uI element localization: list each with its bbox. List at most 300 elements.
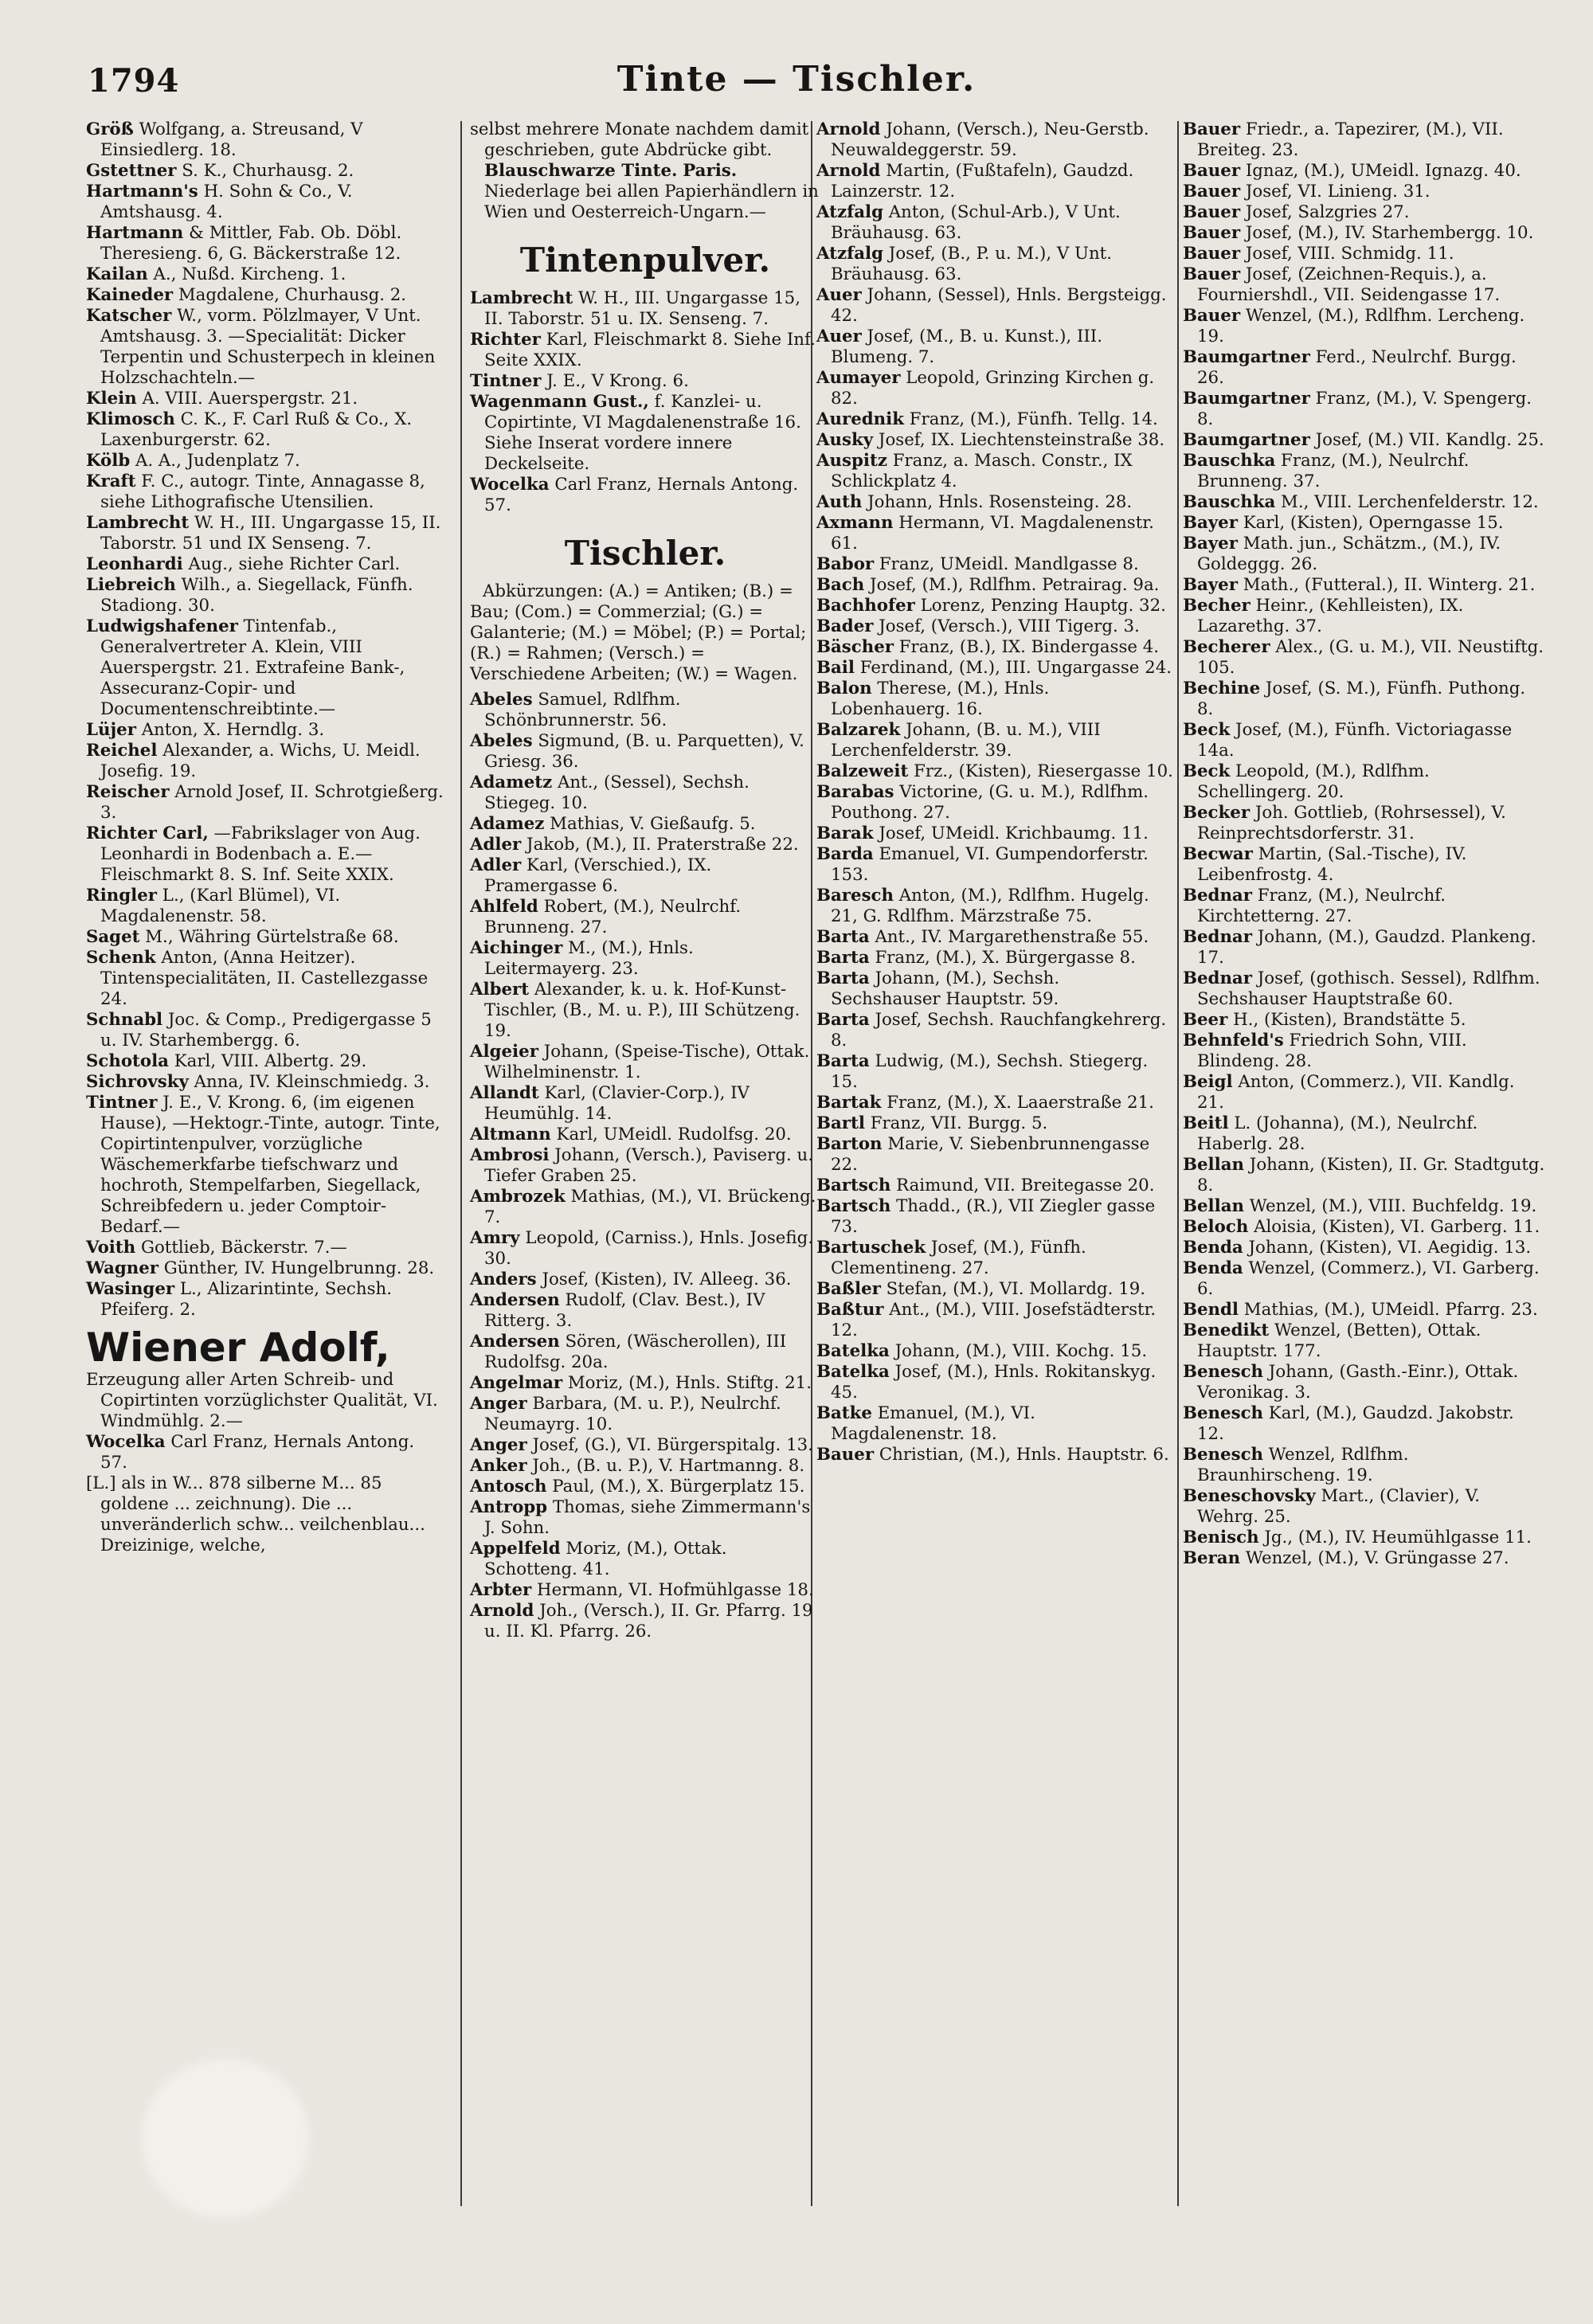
entry-details: f. Kanzlei- u. Copirtinte, VI Magdalenenstraße 16. Siehe Inserat vordere innere Deckelseite. xyxy=(484,392,801,474)
entry-name: Behnfeld's xyxy=(1183,1031,1284,1050)
entry-details: Lorenz, Penzing Hauptg. 32. xyxy=(914,596,1166,616)
entry-name: Schenk xyxy=(86,948,156,968)
entry-details: —Fabrikslager von Aug. Leonhardi in Bodenbach a. E.—Fleischmarkt 8. S. Inf. Seite XXIX. xyxy=(100,824,421,885)
entry-details: Josef, (M., B. u. Kunst.), III. Blumeng. 7. xyxy=(831,327,1102,367)
entry-details: Anton, X. Herndlg. 3. xyxy=(135,720,325,740)
entry-details: Josef, (Kisten), IV. Alleeg. 36. xyxy=(536,1270,792,1289)
column-rule xyxy=(460,121,462,2206)
entry-details: Math., (Futteral.), II. Winterg. 21. xyxy=(1237,575,1536,595)
entry-details: Marie, V. Siebenbrunnengasse 22. xyxy=(831,1134,1150,1175)
entry-name: Bauer xyxy=(1183,264,1241,284)
entry-details: Franz, (M.), Neulrchf. Brunneng. 37. xyxy=(1197,451,1470,491)
entry-name: Reischer xyxy=(86,782,170,802)
directory-entry xyxy=(470,1539,820,1580)
entry-name: Adler xyxy=(470,835,522,855)
entry-details: Gottlieb, Bäckerstr. 7.— xyxy=(135,1238,347,1258)
entry-details: Josef, (Zeichnen-Requis.), a. Fourniershdl., VII. Seidengasse 17. xyxy=(1197,264,1501,305)
entry-details: Rudolf, (Clav. Best.), IV Ritterg. 3. xyxy=(484,1290,765,1331)
directory-entry xyxy=(816,244,1173,285)
entry-name: Baßtur xyxy=(816,1300,884,1320)
entry-name: Tintner xyxy=(470,371,542,391)
entry-name: Beloch xyxy=(1183,1217,1249,1237)
entry-details: Mathias, V. Gießaufg. 5. xyxy=(544,814,756,834)
entry-details: Carl Franz, Hernals Antong. 57. xyxy=(484,475,799,515)
entry-name: Bartsch xyxy=(816,1176,891,1195)
directory-entry xyxy=(1183,1320,1545,1362)
entry-details: Joh., (B. u. P.), V. Hartmanng. 8. xyxy=(526,1456,805,1476)
entry-details: Wenzel, (M.), V. Grüngasse 27. xyxy=(1240,1548,1509,1568)
directory-entry xyxy=(1183,1113,1545,1155)
entry-name: Auth xyxy=(816,492,863,512)
entry-details: J. E., V Krong. 6. xyxy=(541,371,689,391)
entry-name: Bader xyxy=(816,616,874,636)
directory-entry xyxy=(1183,1155,1545,1196)
entry-details: Johann, (Speise-Tische), Ottak. Wilhelminenstr. 1. xyxy=(484,1042,810,1082)
directory-entry xyxy=(1183,119,1545,161)
directory-entry xyxy=(1183,1072,1545,1113)
directory-entry xyxy=(470,773,820,814)
entry-name: Kölb xyxy=(86,451,131,471)
entry-name: Anger xyxy=(470,1435,527,1455)
directory-entry xyxy=(816,1238,1173,1279)
entry-name: Anders xyxy=(470,1270,537,1289)
entry-name: Hartmann xyxy=(86,223,184,243)
entry-name: Benesch xyxy=(1183,1403,1264,1423)
page-number: 1794 xyxy=(88,62,180,100)
directory-entry xyxy=(470,1456,820,1477)
entry-name: Axmann xyxy=(816,513,894,533)
entry-name: Bellan xyxy=(1183,1155,1245,1175)
abbreviations-note: Abkürzungen: (A.) = Antiken; (B.) = Bau; (Com.) = Commerzial; (G.) = Galanterie; (M.) = Möbel; (P.) = Portal; (R.) = Rahmen; (Versch.) = Verschiedene Arbeiten; (W.) = Wagen. xyxy=(470,581,807,684)
entry-name: Appelfeld xyxy=(470,1539,561,1559)
directory-entry xyxy=(1183,244,1545,264)
directory-entry xyxy=(816,761,1173,782)
directory-entry xyxy=(86,1051,444,1072)
directory-entry xyxy=(470,475,820,516)
entry-details: Johann, (M.), VIII. Kochg. 15. xyxy=(889,1341,1148,1361)
directory-entry xyxy=(86,513,444,554)
directory-entry xyxy=(816,948,1173,968)
entry-name: Beigl xyxy=(1183,1072,1233,1092)
entry-name: Aumayer xyxy=(816,368,901,388)
entry-name: Abeles xyxy=(470,731,533,751)
directory-entry xyxy=(86,409,444,451)
directory-entry xyxy=(1183,1403,1545,1445)
entry-details: Ludwig, (M.), Sechsh. Stiegerg. 15. xyxy=(831,1051,1149,1092)
entry-name: Aichinger xyxy=(470,938,563,958)
entry-details: Josef, (gothisch. Sessel), Rdlfhm. Sechshauser Hauptstraße 60. xyxy=(1197,968,1540,1009)
entry-name: Auer xyxy=(816,327,862,346)
entry-name: Barta xyxy=(816,927,870,947)
directory-entry xyxy=(470,1580,820,1601)
column-rule xyxy=(1177,121,1179,2206)
entry-name: Benedikt xyxy=(1183,1320,1270,1340)
entry-details: Johann, (Kisten), II. Gr. Stadtgutg. 8. xyxy=(1197,1155,1545,1195)
entry-details: Victorine, (G. u. M.), Rdlfhm. Pouthong. 27. xyxy=(831,782,1149,823)
entry-details: Josef, (M.), Fünfh. Clementineng. 27. xyxy=(831,1238,1086,1278)
directory-entry xyxy=(1183,637,1545,679)
entry-name: Beitl xyxy=(1183,1113,1229,1133)
entry-name: Bartl xyxy=(816,1113,865,1133)
entry-name: Bednar xyxy=(1183,886,1252,906)
entry-name: Katscher xyxy=(86,306,172,326)
directory-entry xyxy=(470,392,820,475)
directory-entry xyxy=(470,1187,820,1228)
directory-entry xyxy=(1183,968,1545,1010)
entry-name: Bednar xyxy=(1183,927,1252,947)
directory-entry xyxy=(816,968,1173,1010)
directory-entry xyxy=(1183,596,1545,637)
entry-details: & Mittler, Fab. Ob. Döbl. Theresieng. 6, G. Bäckerstraße 12. xyxy=(100,223,402,264)
directory-entry xyxy=(86,389,444,409)
entry-details: Josef, (S. M.), Fünfh. Puthong. 8. xyxy=(1197,679,1526,719)
directory-entry xyxy=(816,637,1173,658)
entry-details: Thadd., (R.), VII Ziegler gasse 73. xyxy=(831,1196,1156,1237)
entry-name: Algeier xyxy=(470,1042,538,1062)
entry-name: Beran xyxy=(1183,1548,1241,1568)
entry-name: Auer xyxy=(816,285,862,305)
entry-details: Josef, Salzgries 27. xyxy=(1240,202,1410,222)
directory-entry xyxy=(816,1196,1173,1238)
entry-details: L., (Karl Blümel), VI. Magdalenenstr. 58. xyxy=(100,886,341,926)
entry-details: M., (M.), Hnls. Leitermayerg. 23. xyxy=(484,938,694,979)
entry-name: Reichel xyxy=(86,741,158,761)
directory-entry xyxy=(816,679,1173,720)
entry-name: Batke xyxy=(816,1403,872,1423)
entry-details: Ant., IV. Margarethenstraße 55. xyxy=(869,927,1149,947)
directory-entry xyxy=(816,1341,1173,1362)
directory-entry xyxy=(86,948,444,1010)
entry-details: Moriz, (M.), Ottak. Schotteng. 41. xyxy=(484,1539,727,1579)
entry-details: Joh., (Versch.), II. Gr. Pfarrg. 19 u. II. Kl. Pfarrg. 26. xyxy=(484,1601,813,1641)
entry-details: Heinr., (Kehlleisten), IX. Lazarethg. 37. xyxy=(1197,596,1464,636)
directory-entry xyxy=(86,119,444,161)
directory-entry xyxy=(86,1258,444,1279)
directory-entry xyxy=(1183,513,1545,534)
directory-entry xyxy=(816,1176,1173,1196)
entry-name: Antosch xyxy=(470,1477,547,1497)
entry-details: Josef, UMeidl. Krichbaumg. 11. xyxy=(873,824,1149,843)
directory-entry xyxy=(816,1051,1173,1093)
directory-entry xyxy=(1183,1548,1545,1569)
directory-entry xyxy=(470,980,820,1042)
entry-details: Moriz, (M.), Hnls. Stiftg. 21. xyxy=(562,1373,812,1393)
entry-details: Magdalene, Churhausg. 2. xyxy=(173,285,407,305)
directory-entry xyxy=(1183,844,1545,886)
directory-entry xyxy=(470,855,820,897)
entry-name: Baßler xyxy=(816,1279,881,1299)
entry-details: Paul, (M.), X. Bürgerplatz 15. xyxy=(546,1477,805,1497)
entry-name: Bauer xyxy=(1183,202,1241,222)
entry-name: Barta xyxy=(816,968,870,988)
directory-entry xyxy=(86,741,444,782)
entry-details: Franz, a. Masch. Constr., IX Schlickplatz 4. xyxy=(831,451,1133,491)
entry-name: Becherer xyxy=(1183,637,1270,657)
directory-entry xyxy=(470,1477,820,1497)
entry-name: Bayer xyxy=(1183,534,1238,554)
entry-name: Kaineder xyxy=(86,285,174,305)
entry-name: Abeles xyxy=(470,690,533,710)
entry-details: Josef, Sechsh. Rauchfangkehrerg. 8. xyxy=(831,1010,1167,1050)
entry-details: Mathias, (M.), VI. Brückeng. 7. xyxy=(484,1187,816,1227)
directory-entry xyxy=(86,1432,444,1473)
directory-entry xyxy=(1183,306,1545,347)
entry-details: Emanuel, VI. Gumpendorferstr. 153. xyxy=(831,844,1149,885)
directory-entry xyxy=(1183,202,1545,223)
directory-entry xyxy=(86,182,444,223)
paper-stain xyxy=(142,2059,309,2218)
directory-entry xyxy=(86,451,444,471)
entry-name: Balon xyxy=(816,679,872,698)
entry-name: Beer xyxy=(1183,1010,1228,1030)
directory-entry xyxy=(816,1113,1173,1134)
column-2 xyxy=(470,119,820,1642)
entry-details: Karl, (Verschied.), IX. Pramergasse 6. xyxy=(484,855,712,896)
entry-details: Leopold, Grinzing Kirchen g. 82. xyxy=(831,368,1155,409)
entry-name: Andersen xyxy=(470,1332,560,1352)
entry-details: C. K., F. Carl Ruß & Co., X. Laxenburgerstr. 62. xyxy=(100,409,413,450)
entry-details: Stefan, (M.), VI. Mollardg. 19. xyxy=(880,1279,1146,1299)
directory-entry xyxy=(816,886,1173,927)
entry-name: Benesch xyxy=(1183,1445,1264,1465)
directory-entry xyxy=(470,1394,820,1435)
directory-entry xyxy=(1183,1258,1545,1300)
directory-entry xyxy=(1183,430,1545,451)
entry-details: Leopold, (Carniss.), Hnls. Josefig. 30. xyxy=(484,1228,813,1269)
entry-details: Martin, (Fußtafeln), Gaudzd. Lainzerstr. 12. xyxy=(831,161,1134,201)
entry-name: Bayer xyxy=(1183,513,1238,533)
entry-details: Alex., (G. u. M.), VII. Neustiftg. 105. xyxy=(1197,637,1544,678)
directory-entry xyxy=(86,1010,444,1051)
entry-details: Josef, (M.) VII. Kandlg. 25. xyxy=(1309,430,1544,450)
entry-details: Josef, (Versch.), VIII Tigerg. 3. xyxy=(873,616,1140,636)
entry-details: Ferdinand, (M.), III. Ungargasse 24. xyxy=(854,658,1172,678)
entry-details: Aloisia, (Kisten), VI. Garberg. 11. xyxy=(1248,1217,1540,1237)
directory-entry xyxy=(1183,1528,1545,1548)
entry-name: Voith xyxy=(86,1238,136,1258)
entry-details: Friedr., a. Tapezirer, (M.), VII. Breiteg. 23. xyxy=(1197,119,1504,160)
entry-name: Ludwigshafener xyxy=(86,616,238,636)
entry-name: Angelmar xyxy=(470,1373,563,1393)
directory-entry xyxy=(470,731,820,773)
entry-details: Josef, (B., P. u. M.), V Unt. Bräuhausg. 63. xyxy=(831,244,1112,284)
entry-name: Barta xyxy=(816,1051,870,1071)
entry-details: Carl Franz, Hernals Antong. 57. xyxy=(100,1432,415,1473)
entry-name: Beck xyxy=(1183,720,1231,740)
entry-details: Karl, (M.), Gaudzd. Jakobstr. 12. xyxy=(1197,1403,1514,1444)
directory-entry xyxy=(470,897,820,938)
entry-name: Barta xyxy=(816,1010,870,1030)
entry-name: Bellan xyxy=(1183,1196,1245,1216)
entry-name: Größ xyxy=(86,119,134,139)
directory-entry xyxy=(1183,492,1545,513)
directory-entry xyxy=(816,927,1173,948)
directory-entry xyxy=(816,1403,1173,1445)
entry-details: Karl, VIII. Albertg. 29. xyxy=(168,1051,367,1071)
entry-name: Arnold xyxy=(470,1601,534,1621)
entry-name: Benda xyxy=(1183,1238,1243,1258)
entry-details: M., Währing Gürtelstraße 68. xyxy=(139,927,399,947)
directory-entry xyxy=(86,264,444,285)
directory-entry xyxy=(470,288,820,330)
directory-entry xyxy=(816,161,1173,202)
entry-details: [L.] als in W... 878 silberne M... 85 goldene ... zeichnung). Die ... unveränderlich schw... veilchenblau... Dreizinige, welche, xyxy=(86,1473,425,1555)
entry-details: Ant., (M.), VIII. Josefstädterstr. 12. xyxy=(831,1300,1157,1340)
directory-entry xyxy=(470,814,820,835)
entry-details: F. C., autogr. Tinte, Annagasse 8, siehe Lithografische Utensilien. xyxy=(100,471,425,512)
directory-entry xyxy=(1183,223,1545,244)
directory-entry xyxy=(86,471,444,513)
entry-name: Ausky xyxy=(816,430,874,450)
entry-name: Klein xyxy=(86,389,137,409)
entry-name: Allandt xyxy=(470,1083,539,1103)
entry-details: L., Alizarintinte, Sechsh. Pfeiferg. 2. xyxy=(100,1279,392,1320)
entry-details: Arnold Josef, II. Schrotgießerg. 3. xyxy=(100,782,444,823)
entry-details: Tintenfab., Generalvertreter A. Klein, VIII Auerspergstr. 21. Extrafeine Bank-, Assecuranz-Copir- und Documentenschreibtinte.— xyxy=(100,616,405,719)
directory-entry xyxy=(1183,1362,1545,1403)
ad-continuation: selbst mehrere Monate nachdem damit geschrieben, gute Abdrücke gibt. Blauschwarze Tinte. Paris. Niederlage bei allen Papierhändlern in Wien und Oesterreich-Ungarn.— xyxy=(470,119,819,222)
entry-details: Johann, Hnls. Rosensteing. 28. xyxy=(862,492,1133,512)
entry-name: Ambrozek xyxy=(470,1187,566,1207)
entry-name: Barabas xyxy=(816,782,894,802)
entry-name: Bauschka xyxy=(1183,451,1276,471)
entry-name: Bauer xyxy=(1183,161,1241,181)
entry-details: Robert, (M.), Neulrchf. Brunneng. 27. xyxy=(484,897,742,937)
entry-details: Josef, (M.), Hnls. Rokitanskyg. 45. xyxy=(831,1362,1157,1403)
directory-entry xyxy=(86,1279,444,1320)
directory-entry xyxy=(1183,761,1545,803)
directory-entry xyxy=(470,1270,820,1290)
entry-name: Baumgartner xyxy=(1183,347,1310,367)
directory-entry xyxy=(816,285,1173,327)
entry-name: Beneschovsky xyxy=(1183,1486,1316,1506)
entry-name: Bauer xyxy=(1183,223,1241,243)
entry-name: Balzeweit xyxy=(816,761,909,781)
directory-entry xyxy=(1183,720,1545,761)
column-1 xyxy=(86,119,444,1556)
entry-details: Anton, (Schul-Arb.), V Unt. Bräuhausg. 63. xyxy=(831,202,1121,243)
entry-name: Amry xyxy=(470,1228,520,1248)
entry-details: Ferd., Neulrchf. Burgg. 26. xyxy=(1197,347,1517,388)
column-3 xyxy=(816,119,1173,1465)
entry-name: Wocelka xyxy=(470,475,550,495)
entry-details: Wenzel, (M.), VIII. Buchfeldg. 19. xyxy=(1244,1196,1537,1216)
entry-details: Johann, (Kisten), VI. Aegidig. 13. xyxy=(1243,1238,1532,1258)
directory-entry xyxy=(816,1093,1173,1113)
entry-name: Barak xyxy=(816,824,874,843)
column-4 xyxy=(1183,119,1545,1569)
entry-name: Wagner xyxy=(86,1258,159,1278)
entry-name: Bendl xyxy=(1183,1300,1239,1320)
directory-entry xyxy=(1183,1010,1545,1031)
entry-details: Josef, IX. Liechtensteinstraße 38. xyxy=(873,430,1165,450)
entry-name: Richter xyxy=(470,330,541,350)
entry-details: Leopold, (M.), Rdlfhm. Schellingerg. 20. xyxy=(1197,761,1430,802)
entry-details: Therese, (M.), Hnls. Lobenhauerg. 16. xyxy=(831,679,1050,719)
directory-entry xyxy=(86,1093,444,1238)
ad-text: Erzeugung aller Arten Schreib- und Copirtinten vorzüglichster Qualität, VI. Windmühlg. 2.— xyxy=(86,1370,438,1431)
entry-name: Liebreich xyxy=(86,575,176,595)
entry-name: Sichrovsky xyxy=(86,1072,189,1092)
directory-entry xyxy=(816,327,1173,368)
directory-entry xyxy=(86,161,444,182)
entry-details: H. Sohn & Co., V. Amtshausg. 4. xyxy=(100,182,353,222)
entry-name: Schotola xyxy=(86,1051,169,1071)
entry-name: Lambrecht xyxy=(86,513,190,533)
entry-name: Kraft xyxy=(86,471,136,491)
directory-entry xyxy=(816,119,1173,161)
directory-entry xyxy=(86,575,444,616)
entry-details: Johann, (Gasth.-Einr.), Ottak. Veronikag. 3. xyxy=(1197,1362,1519,1403)
entry-details: A. A., Judenplatz 7. xyxy=(130,451,300,471)
entry-name: Ringler xyxy=(86,886,158,906)
directory-entry xyxy=(470,938,820,980)
entry-name: Altmann xyxy=(470,1125,551,1144)
directory-entry xyxy=(816,1279,1173,1300)
entry-details: Friedrich Sohn, VIII. Blindeng. 28. xyxy=(1197,1031,1467,1071)
directory-entry xyxy=(816,1362,1173,1403)
entry-details: Anton, (M.), Rdlfhm. Hugelg. 21, G. Rdlfhm. Märzstraße 75. xyxy=(831,886,1149,926)
entry-name: Bednar xyxy=(1183,968,1252,988)
directory-entry xyxy=(86,927,444,948)
entry-details: Anna, IV. Kleinschmiedg. 3. xyxy=(188,1072,430,1092)
directory-entry xyxy=(816,409,1173,430)
entry-name: Auspitz xyxy=(816,451,887,471)
entry-details: Aug., siehe Richter Carl. xyxy=(182,554,401,574)
entry-name: Atzfalg xyxy=(816,244,884,264)
directory-entry xyxy=(816,720,1173,761)
entry-name: Bauschka xyxy=(1183,492,1276,512)
directory-entry xyxy=(470,371,820,392)
entry-details: Franz, (M.), Fünfh. Tellg. 14. xyxy=(904,409,1158,429)
entry-name: Antropp xyxy=(470,1497,548,1517)
directory-entry xyxy=(816,430,1173,451)
directory-entry xyxy=(1183,1445,1545,1486)
directory-entry xyxy=(816,368,1173,409)
entry-name: Klimosch xyxy=(86,409,175,429)
entry-details: Christian, (M.), Hnls. Hauptstr. 6. xyxy=(874,1445,1169,1465)
entry-details: Franz, VII. Burgg. 5. xyxy=(864,1113,1048,1133)
directory-entry xyxy=(470,1373,820,1394)
entry-name: Ambrosi xyxy=(470,1145,550,1165)
entry-name: Tintner xyxy=(86,1093,158,1113)
entry-details: Franz, (M.), V. Spengerg. 8. xyxy=(1197,389,1532,429)
directory-entry xyxy=(470,1042,820,1083)
entry-details: Hermann, VI. Hofmühlgasse 18. xyxy=(531,1580,814,1600)
page-title: Tinte — Tischler. xyxy=(616,59,977,100)
directory-entry xyxy=(1183,1217,1545,1238)
entry-name: Balzarek xyxy=(816,720,901,740)
directory-entry xyxy=(1183,347,1545,389)
entry-details: Sigmund, (B. u. Parquetten), V. Griesg. 36. xyxy=(484,731,804,772)
entry-details: Johann, (Versch.), Paviserg. u. Tiefer Graben 25. xyxy=(484,1145,813,1186)
entry-name: Bach xyxy=(816,575,865,595)
directory-entry xyxy=(816,575,1173,596)
directory-entry xyxy=(470,1228,820,1270)
entry-name: Babor xyxy=(816,554,875,574)
directory-entry xyxy=(816,844,1173,886)
directory-entry xyxy=(1183,161,1545,182)
entry-name: Baumgartner xyxy=(1183,389,1310,409)
ad-name: Wiener Adolf, xyxy=(86,1324,390,1371)
directory-entry xyxy=(816,202,1173,244)
directory-entry xyxy=(816,782,1173,824)
entry-details: Barbara, (M. u. P.), Neulrchf. Neumayrg. 10. xyxy=(484,1394,781,1434)
directory-entry xyxy=(1183,1031,1545,1072)
entry-name: Adamez xyxy=(470,814,545,834)
directory-entry xyxy=(816,1300,1173,1341)
section-heading-tischler: Tischler. xyxy=(564,534,726,573)
